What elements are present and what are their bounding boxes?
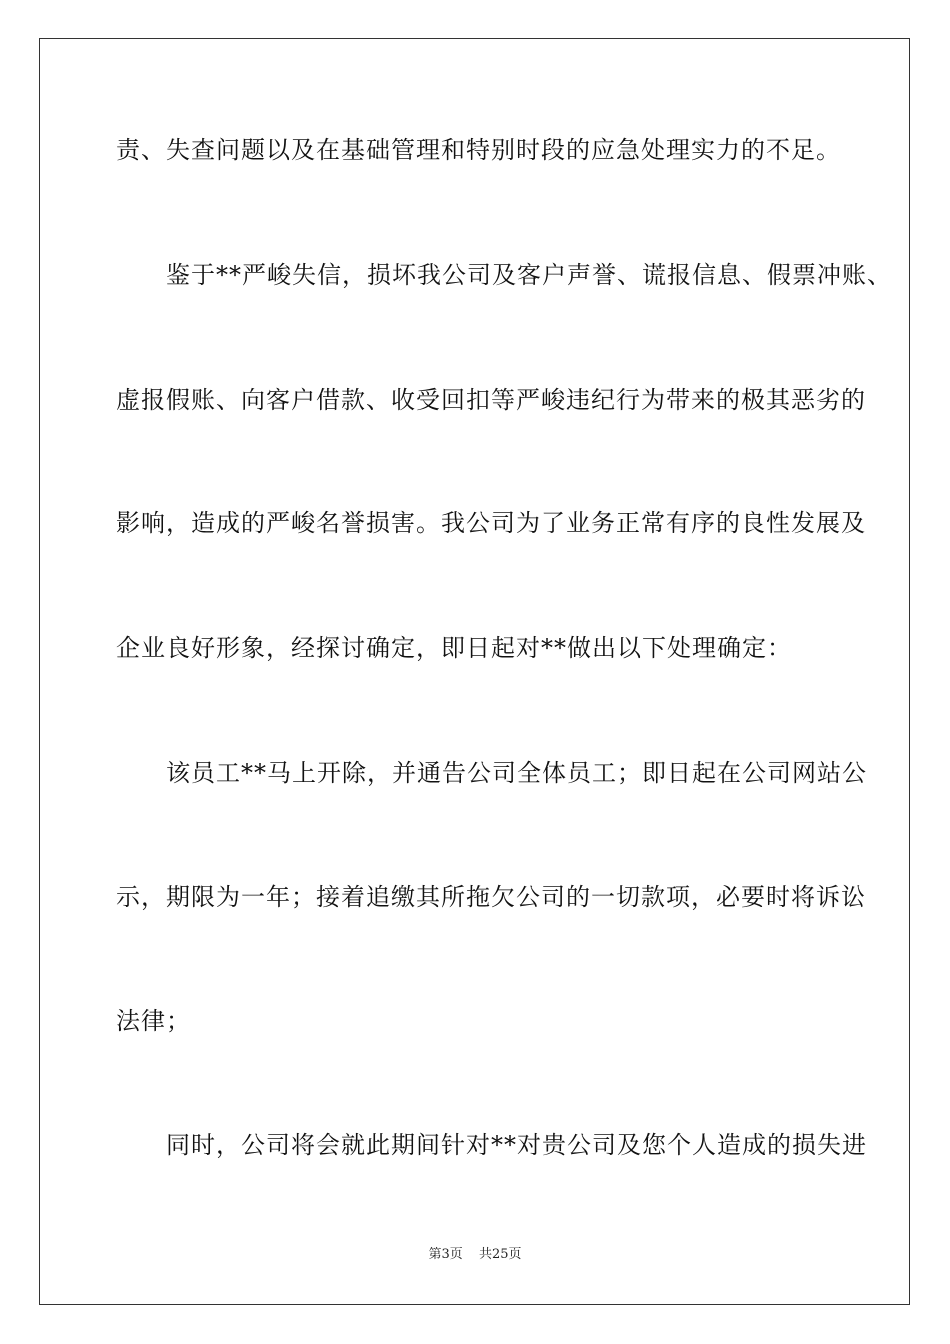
page-total: 共25页 — [478, 1247, 522, 1262]
page-number: 第3页 — [428, 1247, 463, 1262]
body-text-line: 法律； — [116, 1007, 191, 1035]
page-footer — [0, 1246, 950, 1264]
body-text-line: 该员工**马上开除，并通告公司全体员工；即日起在公司网站公 — [116, 759, 867, 787]
body-text-line: 企业良好形象，经探讨确定，即日起对**做出以下处理确定： — [116, 634, 792, 662]
body-text-line: 影响，造成的严峻名誉损害。我公司为了业务正常有序的良性发展及 — [116, 509, 866, 537]
body-text-line: 示，期限为一年；接着追缴其所拖欠公司的一切款项，必要时将诉讼 — [116, 883, 866, 911]
body-text-line: 责、失查问题以及在基础管理和特别时段的应急处理实力的不足。 — [116, 136, 841, 164]
body-text-line: 虚报假账、向客户借款、收受回扣等严峻违纪行为带来的极其恶劣的 — [116, 386, 866, 414]
body-text-line: 鉴于**严峻失信，损坏我公司及客户声誉、谎报信息、假票冲账、 — [116, 261, 892, 289]
body-text-line: 同时，公司将会就此期间针对**对贵公司及您个人造成的损失进 — [116, 1131, 867, 1159]
page-border — [39, 38, 910, 1305]
